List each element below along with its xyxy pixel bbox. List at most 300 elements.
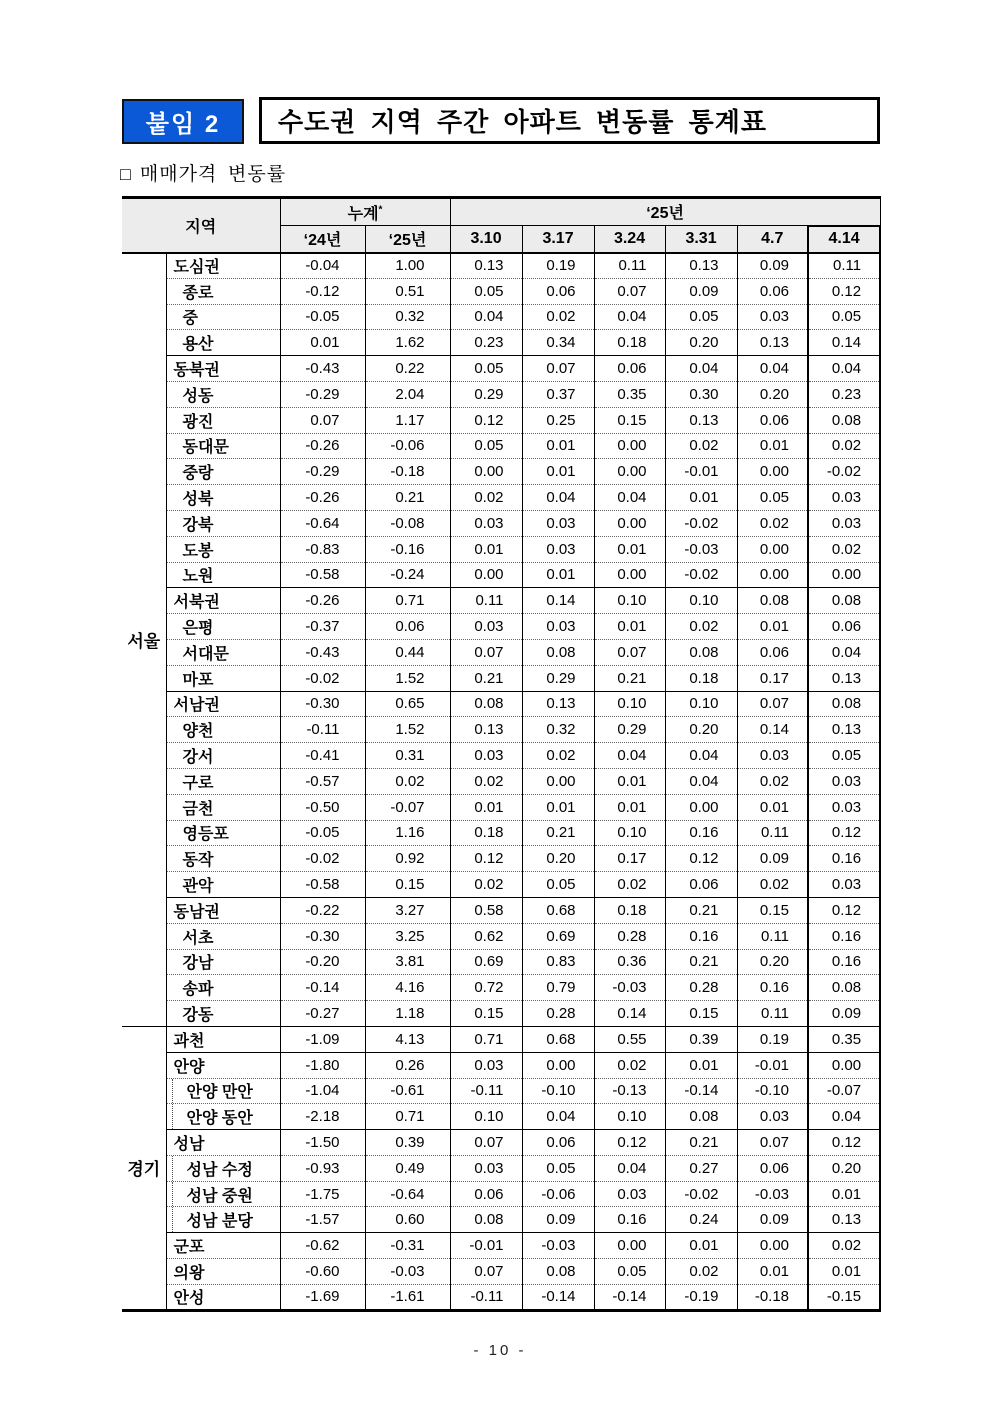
value-cell: 0.00 — [594, 562, 665, 588]
value-cell: 0.08 — [522, 639, 594, 665]
region-name-cell: 은평 — [166, 614, 280, 640]
value-cell: 0.83 — [522, 949, 594, 975]
value-cell: 0.04 — [594, 304, 665, 330]
value-cell: 0.28 — [594, 923, 665, 949]
value-cell: 0.35 — [808, 1026, 880, 1052]
value-cell: -0.26 — [280, 588, 365, 614]
table-row — [122, 536, 880, 562]
table-row — [122, 949, 880, 975]
value-cell: 0.13 — [522, 691, 594, 717]
header-week-0407: 4.7 — [737, 226, 808, 253]
value-cell: 0.03 — [450, 743, 522, 769]
table-row — [122, 820, 880, 846]
value-cell: 0.00 — [808, 1052, 880, 1078]
header-cumulative-label: 누계 — [347, 205, 379, 223]
region-name-cell: 양천 — [166, 717, 280, 743]
value-cell: 0.18 — [450, 820, 522, 846]
region-group-label: 서울 — [122, 253, 166, 1027]
value-cell: 0.00 — [737, 536, 808, 562]
value-cell: 0.19 — [737, 1026, 808, 1052]
value-cell: -0.30 — [280, 691, 365, 717]
value-cell: 0.04 — [737, 356, 808, 382]
value-cell: 0.23 — [808, 381, 880, 407]
value-cell: 0.06 — [737, 407, 808, 433]
value-cell: -2.18 — [280, 1104, 365, 1130]
value-cell: 0.09 — [665, 278, 737, 304]
value-cell: 0.02 — [737, 768, 808, 794]
table-body — [122, 253, 880, 1311]
value-cell: 0.02 — [665, 1259, 737, 1285]
value-cell: -0.14 — [594, 1284, 665, 1310]
value-cell: 0.19 — [522, 253, 594, 279]
value-cell: 0.37 — [522, 381, 594, 407]
table-row — [122, 665, 880, 691]
value-cell: 0.05 — [737, 485, 808, 511]
value-cell: 0.17 — [737, 665, 808, 691]
value-cell: 0.00 — [450, 562, 522, 588]
value-cell: 0.01 — [280, 330, 365, 356]
header-week-0414: 4.14 — [808, 226, 880, 253]
region-name-cell: 동남권 — [166, 897, 280, 923]
value-cell: 0.20 — [808, 1155, 880, 1181]
header-week-0317: 3.17 — [522, 226, 594, 253]
value-cell: 0.07 — [594, 639, 665, 665]
value-cell: 0.03 — [737, 743, 808, 769]
value-cell: -0.06 — [365, 433, 450, 459]
table-row — [122, 1026, 880, 1052]
table-row — [122, 278, 880, 304]
value-cell: 4.16 — [365, 975, 450, 1001]
value-cell: 0.03 — [594, 1181, 665, 1207]
value-cell: 0.21 — [665, 949, 737, 975]
document-title: 수도권 지역 주간 아파트 변동률 통계표 — [278, 107, 767, 137]
value-cell: 0.00 — [594, 510, 665, 536]
value-cell: 0.09 — [737, 253, 808, 279]
value-cell: 0.44 — [365, 639, 450, 665]
value-cell: 3.27 — [365, 897, 450, 923]
value-cell: 0.15 — [737, 897, 808, 923]
value-cell: -0.08 — [365, 510, 450, 536]
value-cell: 0.04 — [522, 1104, 594, 1130]
section-heading — [120, 159, 286, 186]
value-cell: -0.29 — [280, 459, 365, 485]
value-cell: 1.62 — [365, 330, 450, 356]
value-cell: 0.09 — [522, 1207, 594, 1233]
value-cell: 0.06 — [808, 614, 880, 640]
value-cell: 0.12 — [450, 407, 522, 433]
value-cell: -0.02 — [280, 846, 365, 872]
table-row — [122, 1078, 880, 1104]
table-row — [122, 691, 880, 717]
header-week-0324: 3.24 — [594, 226, 665, 253]
value-cell: -0.29 — [280, 381, 365, 407]
value-cell: 0.31 — [365, 743, 450, 769]
value-cell: 0.49 — [365, 1155, 450, 1181]
table-row — [122, 639, 880, 665]
value-cell: -0.07 — [365, 794, 450, 820]
value-cell: 0.16 — [808, 949, 880, 975]
value-cell: -0.11 — [450, 1078, 522, 1104]
value-cell: 0.02 — [665, 433, 737, 459]
table-row — [122, 1181, 880, 1207]
value-cell: 0.21 — [522, 820, 594, 846]
value-cell: 0.04 — [665, 768, 737, 794]
value-cell: 0.05 — [450, 278, 522, 304]
region-name-cell: 성동 — [166, 381, 280, 407]
value-cell: -0.02 — [665, 510, 737, 536]
value-cell: 0.03 — [808, 872, 880, 898]
value-cell: 0.11 — [594, 253, 665, 279]
value-cell: 0.17 — [594, 846, 665, 872]
value-cell: 0.13 — [665, 253, 737, 279]
value-cell: 0.25 — [522, 407, 594, 433]
value-cell: 0.01 — [665, 485, 737, 511]
value-cell: 0.06 — [522, 1130, 594, 1156]
value-cell: 0.08 — [808, 407, 880, 433]
value-cell: 0.10 — [594, 691, 665, 717]
value-cell: 0.00 — [808, 562, 880, 588]
value-cell: 0.21 — [665, 1130, 737, 1156]
value-cell: 0.07 — [280, 407, 365, 433]
value-cell: 0.04 — [522, 485, 594, 511]
value-cell: 0.02 — [365, 768, 450, 794]
section-heading-text: 매매가격 변동률 — [139, 164, 287, 185]
value-cell: 0.08 — [737, 588, 808, 614]
value-cell: 0.08 — [665, 1104, 737, 1130]
table-row — [122, 304, 880, 330]
value-cell: 0.32 — [365, 304, 450, 330]
value-cell: 0.04 — [808, 1104, 880, 1130]
value-cell: 0.71 — [365, 588, 450, 614]
value-cell: -0.07 — [808, 1078, 880, 1104]
value-cell: -0.13 — [594, 1078, 665, 1104]
value-cell: -0.93 — [280, 1155, 365, 1181]
value-cell: -1.57 — [280, 1207, 365, 1233]
value-cell: 0.02 — [450, 485, 522, 511]
value-cell: -0.02 — [808, 459, 880, 485]
value-cell: 0.72 — [450, 975, 522, 1001]
value-cell: 0.11 — [450, 588, 522, 614]
region-name-cell: 과천 — [166, 1026, 280, 1052]
value-cell: -0.18 — [737, 1284, 808, 1310]
value-cell: -0.01 — [665, 459, 737, 485]
region-name-cell: 관악 — [166, 872, 280, 898]
value-cell: -1.69 — [280, 1284, 365, 1310]
value-cell: -0.30 — [280, 923, 365, 949]
value-cell: 0.03 — [522, 510, 594, 536]
value-cell: -0.18 — [365, 459, 450, 485]
table-row — [122, 923, 880, 949]
value-cell: 0.03 — [808, 510, 880, 536]
value-cell: -0.20 — [280, 949, 365, 975]
region-name-cell: 동북권 — [166, 356, 280, 382]
value-cell: 0.11 — [737, 820, 808, 846]
value-cell: -1.04 — [280, 1078, 365, 1104]
value-cell: 0.28 — [665, 975, 737, 1001]
value-cell: 0.03 — [450, 1155, 522, 1181]
value-cell: 0.02 — [450, 872, 522, 898]
value-cell: 0.03 — [450, 1052, 522, 1078]
value-cell: 0.02 — [594, 1052, 665, 1078]
value-cell: -0.58 — [280, 872, 365, 898]
page-number: - 10 - — [473, 1342, 527, 1359]
value-cell: 0.01 — [737, 433, 808, 459]
value-cell: 0.14 — [594, 1001, 665, 1027]
value-cell: -0.26 — [280, 485, 365, 511]
value-cell: 0.60 — [365, 1207, 450, 1233]
value-cell: 1.17 — [365, 407, 450, 433]
region-name-cell: 중랑 — [166, 459, 280, 485]
value-cell: 0.04 — [808, 356, 880, 382]
region-name-cell: 강동 — [166, 1001, 280, 1027]
value-cell: -0.19 — [665, 1284, 737, 1310]
value-cell: -0.02 — [665, 562, 737, 588]
region-name-cell: 안양 — [166, 1052, 280, 1078]
value-cell: 0.04 — [594, 485, 665, 511]
value-cell: 0.14 — [808, 330, 880, 356]
header-cumulative — [280, 198, 450, 226]
value-cell: 0.08 — [450, 1207, 522, 1233]
value-cell: 1.52 — [365, 665, 450, 691]
table-row — [122, 330, 880, 356]
value-cell: 0.05 — [808, 743, 880, 769]
region-name-cell: 서대문 — [166, 639, 280, 665]
value-cell: -0.03 — [522, 1233, 594, 1259]
value-cell: 0.08 — [450, 691, 522, 717]
attachment-tag-badge — [122, 99, 244, 144]
value-cell: 0.09 — [808, 1001, 880, 1027]
value-cell: 0.29 — [450, 381, 522, 407]
table-row — [122, 1052, 880, 1078]
table-row — [122, 743, 880, 769]
value-cell: 0.03 — [737, 1104, 808, 1130]
region-group-label: 경기 — [122, 1026, 166, 1310]
value-cell: 0.30 — [665, 381, 737, 407]
value-cell: 0.02 — [522, 743, 594, 769]
value-cell: -0.10 — [522, 1078, 594, 1104]
value-cell: -0.43 — [280, 639, 365, 665]
region-name-cell: 서북권 — [166, 588, 280, 614]
value-cell: 0.00 — [737, 562, 808, 588]
value-cell: 0.20 — [737, 949, 808, 975]
header-week-0310: 3.10 — [450, 226, 522, 253]
value-cell: -0.37 — [280, 614, 365, 640]
region-name-cell: 강서 — [166, 743, 280, 769]
region-name-cell: 구로 — [166, 768, 280, 794]
value-cell: -0.57 — [280, 768, 365, 794]
value-cell: 0.16 — [808, 846, 880, 872]
value-cell: 0.01 — [594, 768, 665, 794]
value-cell: 0.01 — [522, 459, 594, 485]
header-region: 지역 — [122, 198, 280, 253]
table-row — [122, 459, 880, 485]
value-cell: -0.15 — [808, 1284, 880, 1310]
value-cell: 0.03 — [808, 485, 880, 511]
value-cell: 0.10 — [594, 588, 665, 614]
value-cell: 0.34 — [522, 330, 594, 356]
value-cell: 1.18 — [365, 1001, 450, 1027]
region-name-cell: 강남 — [166, 949, 280, 975]
value-cell: 0.01 — [522, 794, 594, 820]
value-cell: 0.00 — [450, 459, 522, 485]
value-cell: 0.12 — [665, 846, 737, 872]
region-name-cell: 서초 — [166, 923, 280, 949]
value-cell: -0.41 — [280, 743, 365, 769]
value-cell: 0.15 — [450, 1001, 522, 1027]
value-cell: 0.12 — [808, 820, 880, 846]
price-change-table — [122, 196, 881, 1312]
value-cell: 0.03 — [737, 304, 808, 330]
region-name-cell: 도봉 — [166, 536, 280, 562]
value-cell: 0.05 — [594, 1259, 665, 1285]
table-row — [122, 1001, 880, 1027]
table-row — [122, 768, 880, 794]
value-cell: 0.20 — [665, 330, 737, 356]
value-cell: 0.08 — [808, 975, 880, 1001]
region-name-cell: 안성 — [166, 1284, 280, 1310]
value-cell: -1.80 — [280, 1052, 365, 1078]
value-cell: -0.02 — [280, 665, 365, 691]
value-cell: 0.12 — [808, 1130, 880, 1156]
value-cell: 0.01 — [808, 1259, 880, 1285]
table-row — [122, 794, 880, 820]
header-subcol-2024: ‘24년 — [280, 226, 365, 253]
region-name-cell: 안양 동안 — [166, 1104, 280, 1130]
value-cell: 0.07 — [522, 356, 594, 382]
region-name-cell: 영등포 — [166, 820, 280, 846]
value-cell: 0.13 — [665, 407, 737, 433]
value-cell: -0.03 — [737, 1181, 808, 1207]
region-name-cell: 종로 — [166, 278, 280, 304]
region-name-cell: 서남권 — [166, 691, 280, 717]
value-cell: 0.21 — [665, 897, 737, 923]
value-cell: 0.00 — [737, 459, 808, 485]
value-cell: 0.18 — [665, 665, 737, 691]
value-cell: 0.08 — [808, 588, 880, 614]
value-cell: 0.13 — [737, 330, 808, 356]
value-cell: 0.27 — [665, 1155, 737, 1181]
value-cell: 0.07 — [450, 639, 522, 665]
value-cell: 0.71 — [365, 1104, 450, 1130]
value-cell: -1.09 — [280, 1026, 365, 1052]
value-cell: 0.13 — [808, 717, 880, 743]
value-cell: 0.06 — [737, 1155, 808, 1181]
value-cell: 3.81 — [365, 949, 450, 975]
value-cell: 0.29 — [594, 717, 665, 743]
value-cell: 0.08 — [665, 639, 737, 665]
value-cell: 0.06 — [737, 639, 808, 665]
value-cell: 0.16 — [665, 820, 737, 846]
value-cell: 0.10 — [594, 820, 665, 846]
value-cell: 0.00 — [522, 1052, 594, 1078]
value-cell: 0.02 — [594, 872, 665, 898]
value-cell: 3.25 — [365, 923, 450, 949]
table-row — [122, 1207, 880, 1233]
table-row — [122, 381, 880, 407]
region-name-cell: 노원 — [166, 562, 280, 588]
value-cell: 4.13 — [365, 1026, 450, 1052]
value-cell: 0.01 — [808, 1181, 880, 1207]
region-name-cell: 성남 중원 — [166, 1181, 280, 1207]
table-row — [122, 846, 880, 872]
value-cell: 0.08 — [522, 1259, 594, 1285]
value-cell: 0.08 — [808, 691, 880, 717]
value-cell: 0.39 — [365, 1130, 450, 1156]
value-cell: 0.69 — [450, 949, 522, 975]
table-row — [122, 1233, 880, 1259]
value-cell: 0.01 — [594, 614, 665, 640]
value-cell: 0.21 — [594, 665, 665, 691]
header-subcol-2025: ‘25년 — [365, 226, 450, 253]
value-cell: 0.15 — [594, 407, 665, 433]
value-cell: 0.28 — [522, 1001, 594, 1027]
value-cell: -1.75 — [280, 1181, 365, 1207]
value-cell: 0.65 — [365, 691, 450, 717]
value-cell: 0.01 — [665, 1052, 737, 1078]
value-cell: 0.07 — [737, 691, 808, 717]
value-cell: 0.10 — [450, 1104, 522, 1130]
value-cell: -1.61 — [365, 1284, 450, 1310]
value-cell: 0.11 — [737, 923, 808, 949]
table-row — [122, 1104, 880, 1130]
square-bullet-icon: □ — [120, 164, 132, 184]
value-cell: 0.10 — [665, 691, 737, 717]
value-cell: 0.07 — [450, 1259, 522, 1285]
value-cell: -0.11 — [450, 1284, 522, 1310]
value-cell: -0.64 — [280, 510, 365, 536]
table-row — [122, 1284, 880, 1310]
value-cell: 0.03 — [522, 614, 594, 640]
value-cell: 0.05 — [808, 304, 880, 330]
table-row — [122, 872, 880, 898]
value-cell: 0.79 — [522, 975, 594, 1001]
value-cell: 0.07 — [737, 1130, 808, 1156]
value-cell: 0.04 — [665, 743, 737, 769]
value-cell: -0.03 — [665, 536, 737, 562]
value-cell: 0.01 — [522, 562, 594, 588]
value-cell: 0.03 — [808, 768, 880, 794]
value-cell: -1.50 — [280, 1130, 365, 1156]
value-cell: 0.14 — [522, 588, 594, 614]
value-cell: 0.07 — [594, 278, 665, 304]
value-cell: 0.18 — [594, 330, 665, 356]
value-cell: 0.02 — [808, 536, 880, 562]
value-cell: 0.12 — [594, 1130, 665, 1156]
region-name-cell: 동대문 — [166, 433, 280, 459]
value-cell: 0.03 — [450, 614, 522, 640]
region-name-cell: 송파 — [166, 975, 280, 1001]
value-cell: -0.14 — [280, 975, 365, 1001]
value-cell: 0.11 — [737, 1001, 808, 1027]
value-cell: 0.16 — [665, 923, 737, 949]
value-cell: 0.62 — [450, 923, 522, 949]
region-name-cell: 중 — [166, 304, 280, 330]
value-cell: 0.13 — [808, 665, 880, 691]
table-row — [122, 407, 880, 433]
value-cell: 0.05 — [522, 872, 594, 898]
table-row — [122, 1259, 880, 1285]
value-cell: 0.18 — [594, 897, 665, 923]
value-cell: -0.05 — [280, 820, 365, 846]
value-cell: 0.15 — [665, 1001, 737, 1027]
region-name-cell: 성북 — [166, 485, 280, 511]
value-cell: 0.00 — [594, 459, 665, 485]
value-cell: 1.16 — [365, 820, 450, 846]
table-row — [122, 1155, 880, 1181]
value-cell: 0.21 — [450, 665, 522, 691]
value-cell: -0.43 — [280, 356, 365, 382]
value-cell: 0.01 — [522, 433, 594, 459]
